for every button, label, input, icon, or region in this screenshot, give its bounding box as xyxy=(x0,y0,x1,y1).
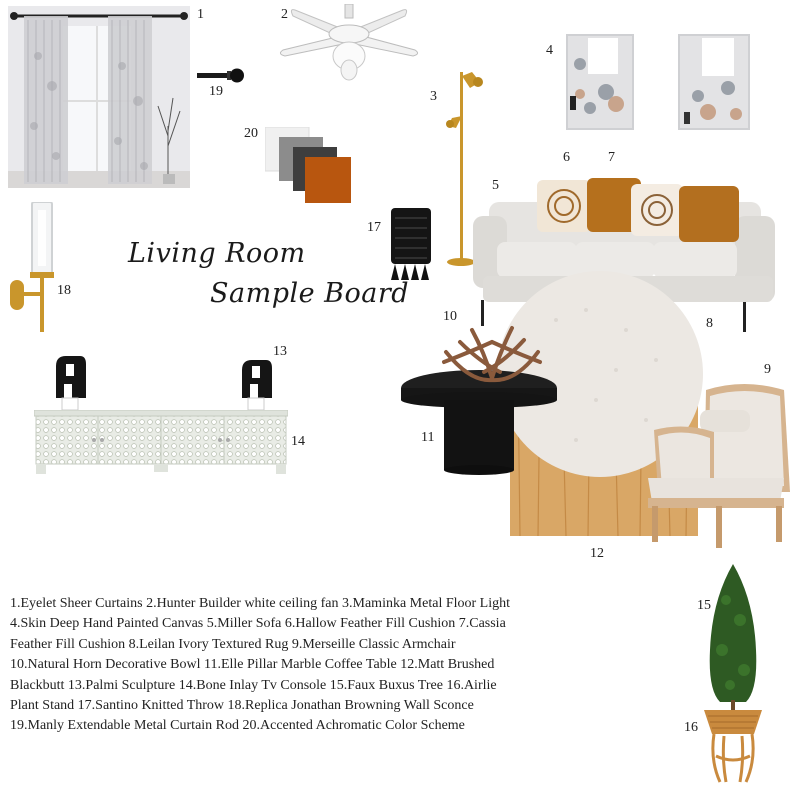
curtain-rod-image xyxy=(197,66,245,86)
label-3: 3 xyxy=(430,89,437,104)
label-14: 14 xyxy=(291,434,305,449)
horn-bowl-image xyxy=(440,322,544,390)
curtains-image xyxy=(8,6,190,188)
buxus-tree-image xyxy=(698,560,768,788)
sculpture-right-image xyxy=(238,358,276,412)
label-5: 5 xyxy=(492,178,499,193)
wall-sconce-image xyxy=(8,202,60,332)
ceiling-fan-image xyxy=(275,4,423,86)
label-16: 16 xyxy=(684,720,698,735)
label-13: 13 xyxy=(273,344,287,359)
label-11: 11 xyxy=(421,430,435,445)
label-6: 6 xyxy=(563,150,570,165)
label-9: 9 xyxy=(764,362,771,377)
board-title-line2: Sample Board xyxy=(210,278,410,309)
board-title-line1: Living Room xyxy=(128,238,306,269)
label-19: 19 xyxy=(209,84,223,99)
armchair-image xyxy=(644,382,796,548)
label-4: 4 xyxy=(546,43,553,58)
label-20: 20 xyxy=(244,126,258,141)
label-17: 17 xyxy=(367,220,381,235)
label-7: 7 xyxy=(608,150,615,165)
color-scheme-swatches xyxy=(265,127,353,207)
label-1: 1 xyxy=(197,7,204,22)
label-2: 2 xyxy=(281,7,288,22)
tv-console-image xyxy=(34,410,288,476)
canvas-right-image xyxy=(678,34,750,130)
knitted-throw-image xyxy=(387,208,435,282)
sculpture-left-image xyxy=(50,354,88,412)
canvas-left-image xyxy=(566,34,634,130)
label-8: 8 xyxy=(706,316,713,331)
label-12: 12 xyxy=(590,546,604,561)
label-18: 18 xyxy=(57,283,71,298)
label-10: 10 xyxy=(443,309,457,324)
label-15: 15 xyxy=(697,598,711,613)
product-legend: 1.Eyelet Sheer Curtains 2.Hunter Builder white ceiling fan 3.Maminka Metal Floor Light 4.Skin Deep Hand Painted Canvas 5.Miller Sofa 6.Hallow Feather Fill Cushion 7.Cassia Feather Fill Cushion 8.Leilan Ivory Textured Rug 9.Merseille Classic Armchair 10.Natural Horn Decorative Bowl 11.Elle Pillar Marble Coffee Table 12.Matt Brushed Blackbutt 13.Palmi Sculpture 14.Bone Inlay Tv Console 15.Faux Buxus Tree 16.Airlie Plant Stand 17.Santino Knitted Throw 18.Replica Jonathan Browning Wall Sconce 19.Manly Extendable Metal Curtain Rod 20.Accented Achromatic Color Scheme xyxy=(10,596,511,734)
